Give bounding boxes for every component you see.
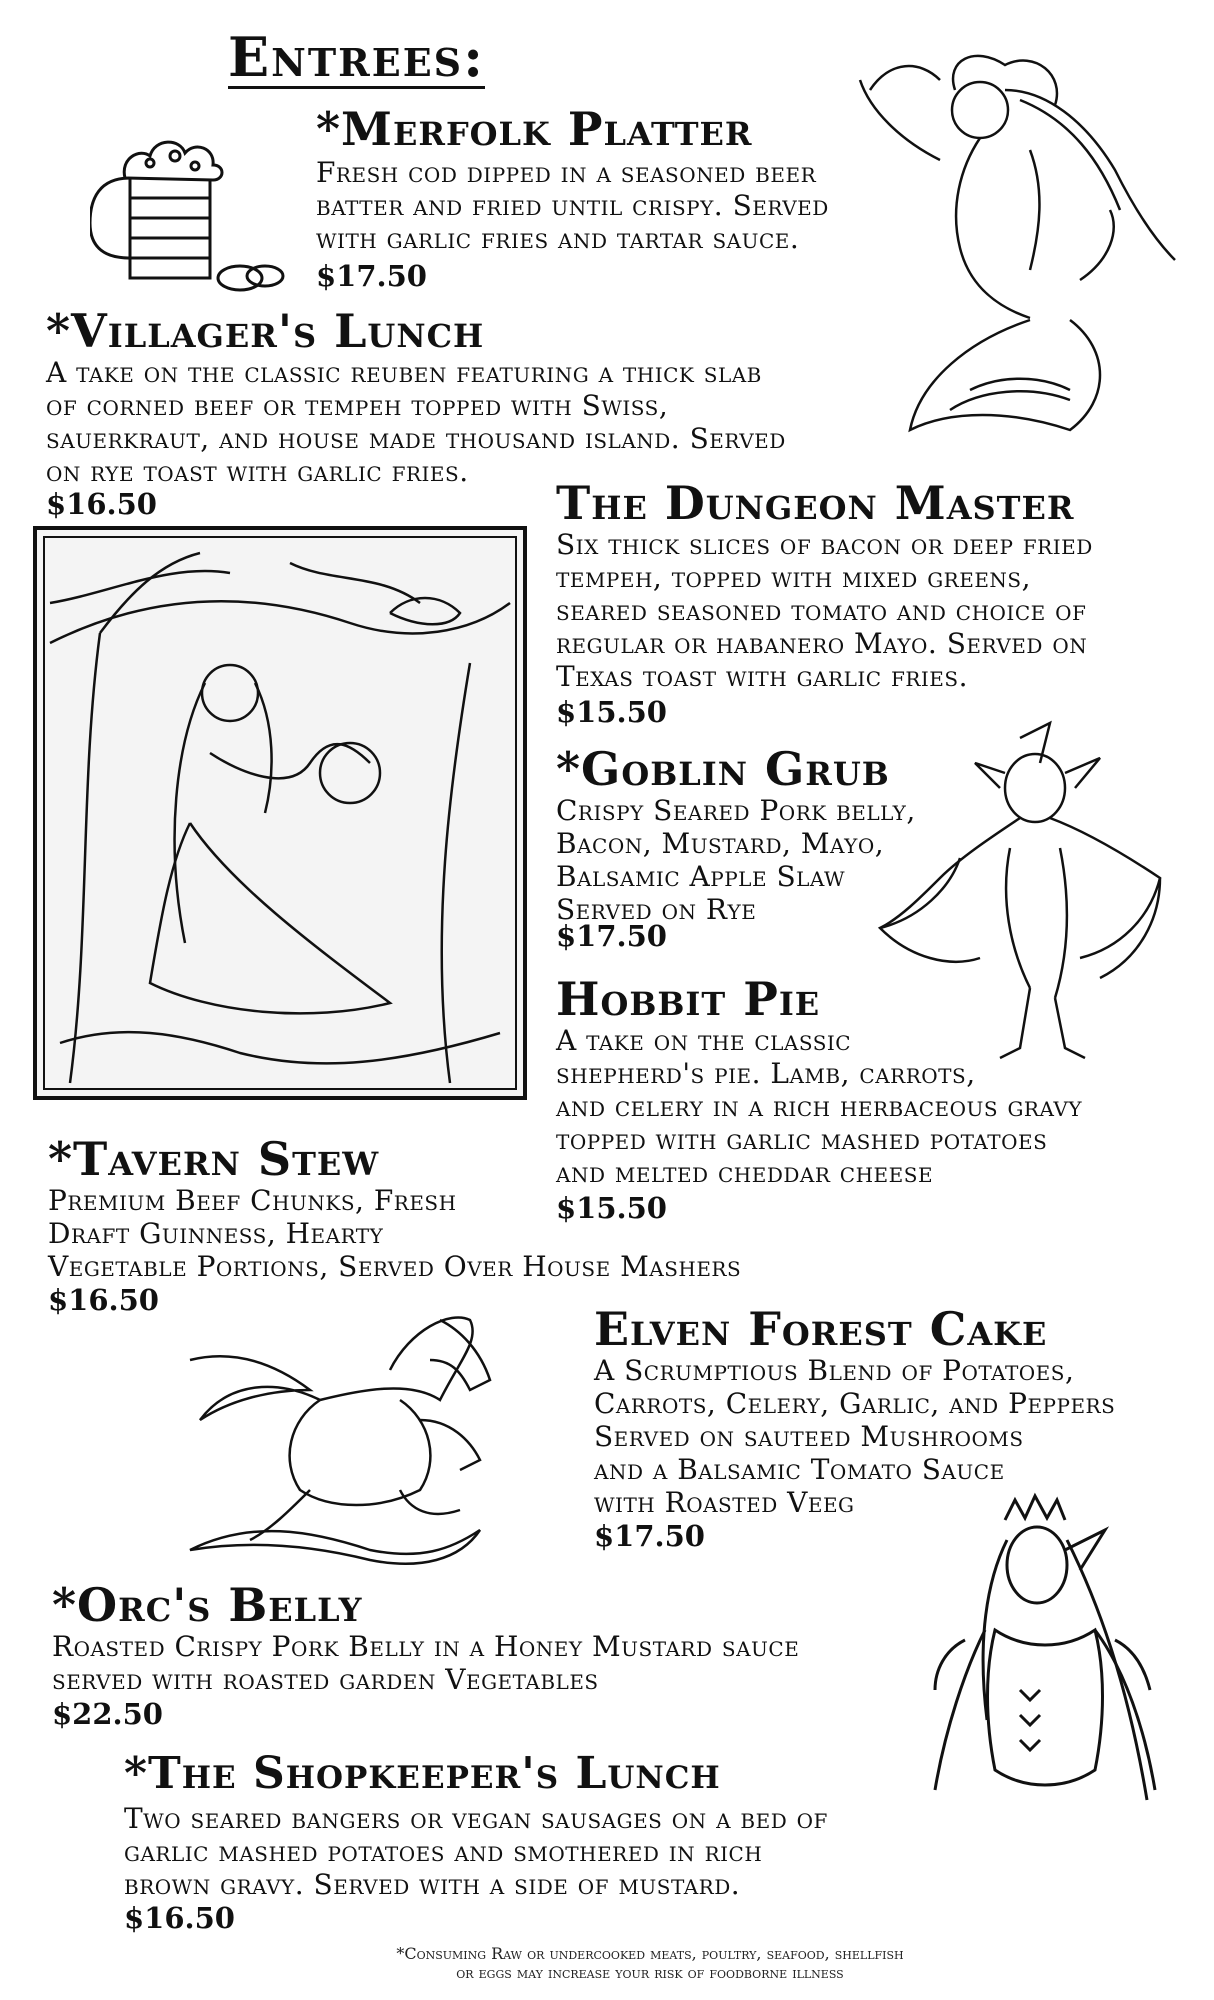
elf-warrior-illustration	[925, 1490, 1195, 1830]
goblin-illustration	[870, 718, 1180, 1068]
item-description-dungeon-master: Six thick slices of bacon or deep fried tempeh, topped with mixed greens, seared seasoned tomato and choice of regular or habanero Mayo. Served on Texas toast with garlic fries.	[556, 528, 1093, 693]
mermaid-illustration	[830, 30, 1190, 450]
item-price-shopkeepers-lunch: $16.50	[124, 1901, 235, 1935]
item-description-tavern-stew: Premium Beef Chunks, Fresh Draft Guinness, Hearty Vegetable Portions, Served Over House Mashers	[48, 1184, 742, 1283]
item-price-hobbit-pie: $15.50	[556, 1191, 667, 1225]
item-title-hobbit-pie: Hobbit Pie	[556, 972, 821, 1026]
item-description-hobbit-pie: A take on the classic shepherd's pie. Lamb, carrots, and celery in a rich herbaceous gravy topped with garlic mashed potatoes and melted cheddar cheese	[556, 1024, 1083, 1189]
pegasus-illustration	[170, 1300, 500, 1570]
page-title: Entrees:	[228, 25, 486, 89]
item-description-villagers-lunch: A take on the classic reuben featuring a thick slab of corned beef or tempeh topped with Swiss, sauerkraut, and house made thousand island. Served on rye toast with garlic fries.	[46, 356, 786, 488]
item-price-goblin-grub: $17.50	[556, 919, 667, 953]
item-title-shopkeepers-lunch: *The Shopkeeper's Lunch	[124, 1748, 721, 1799]
item-description-goblin-grub: Crispy Seared Pork belly, Bacon, Mustard, Mayo, Balsamic Apple Slaw Served on Rye	[556, 794, 916, 926]
item-title-dungeon-master: The Dungeon Master	[556, 476, 1075, 530]
item-description-elven-forest-cake: A Scrumptious Blend of Potatoes, Carrots, Celery, Garlic, and Peppers Served on sauteed Mushrooms and a Balsamic Tomato Sauce with Roasted Veeg	[594, 1354, 1116, 1519]
item-description-orcs-belly: Roasted Crispy Pork Belly in a Honey Mustard sauce served with roasted garden Vegetables	[52, 1630, 800, 1696]
food-safety-footnote: *Consuming Raw or undercooked meats, poultry, seafood, shellfish or eggs may increase your risk of foodborne illness	[396, 1944, 904, 1982]
item-price-dungeon-master: $15.50	[556, 695, 667, 729]
item-price-tavern-stew: $16.50	[48, 1283, 159, 1317]
item-price-villagers-lunch: $16.50	[46, 487, 157, 521]
item-description-merfolk-platter: Fresh cod dipped in a seasoned beer batter and fried until crispy. Served with garlic fries and tartar sauce.	[316, 156, 829, 255]
item-description-shopkeepers-lunch: Two seared bangers or vegan sausages on a bed of garlic mashed potatoes and smothered in rich brown gravy. Served with a side of mustard.	[124, 1802, 828, 1901]
item-title-villagers-lunch: *Villager's Lunch	[46, 304, 485, 358]
item-title-elven-forest-cake: Elven Forest Cake	[594, 1302, 1048, 1356]
maiden-in-forest-illustration	[30, 523, 530, 1103]
item-title-orcs-belly: *Orc's Belly	[52, 1578, 363, 1632]
item-price-elven-forest-cake: $17.50	[594, 1519, 705, 1553]
item-title-tavern-stew: *Tavern Stew	[48, 1132, 380, 1186]
item-title-goblin-grub: *Goblin Grub	[556, 742, 890, 796]
item-price-merfolk-platter: $17.50	[316, 259, 427, 293]
beer-mug-illustration	[90, 118, 290, 298]
item-title-merfolk-platter: *Merfolk Platter	[316, 102, 753, 156]
item-price-orcs-belly: $22.50	[52, 1697, 163, 1731]
